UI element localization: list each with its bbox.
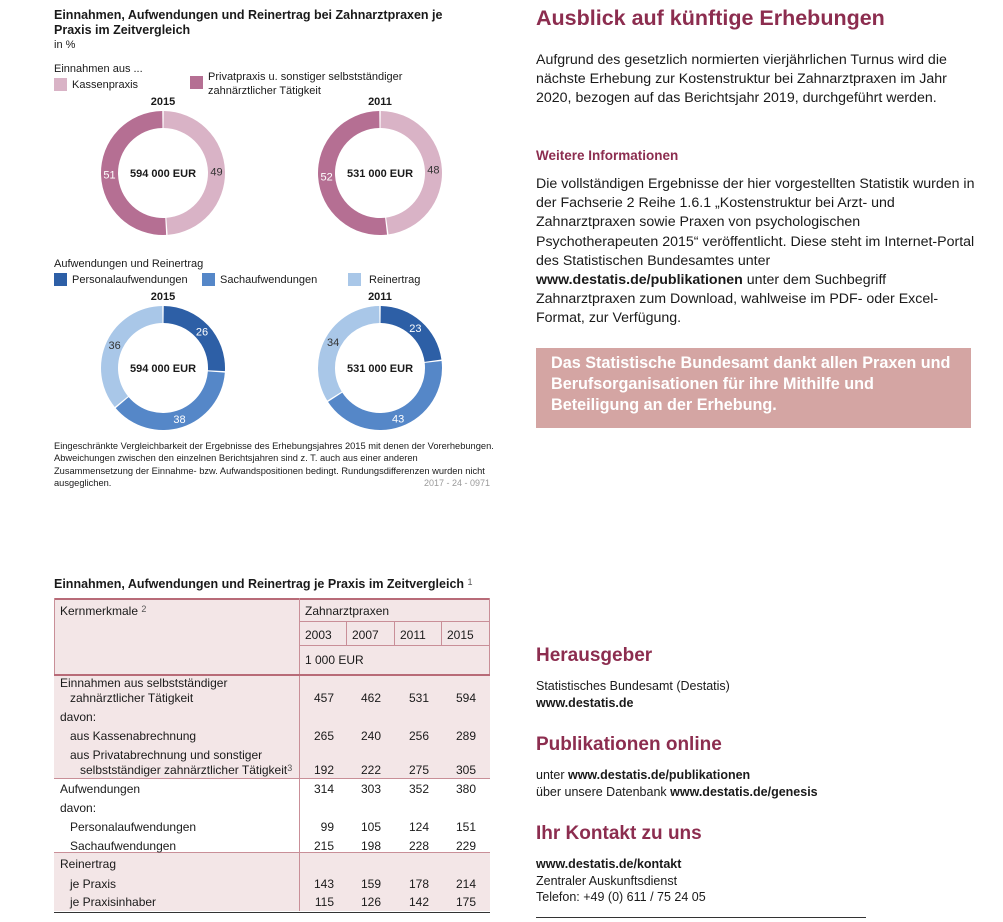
table-cell: 594 bbox=[455, 691, 476, 705]
legend-sach: Sachaufwendungen bbox=[202, 273, 317, 287]
outlook-heading: Ausblick auf künftige Erhebungen bbox=[536, 6, 885, 30]
chart-unit: in % bbox=[54, 39, 76, 51]
col-year: 2011 bbox=[400, 628, 426, 642]
legend-swatch bbox=[54, 273, 67, 286]
table-cell: 99 bbox=[320, 820, 334, 834]
table-cell: 531 bbox=[408, 691, 429, 705]
table-cell: 215 bbox=[313, 839, 334, 853]
legend-swatch bbox=[190, 76, 203, 89]
table-rule bbox=[54, 778, 490, 779]
thanks-box: Das Statistische Bundesamt dankt allen Praxen und Berufsorganisationen für ihre Mithilfe und Beteiligung an der Erhebung. bbox=[536, 348, 971, 428]
publisher-info: Statistisches Bundesamt (Destatis) www.destatis.de bbox=[536, 679, 730, 710]
table-cell: 192 bbox=[313, 763, 334, 777]
row-label: je Praxis bbox=[70, 877, 117, 891]
donut-slice-label: 26 bbox=[195, 326, 209, 339]
contact-heading: Ihr Kontakt zu uns bbox=[536, 823, 702, 844]
legend-privatpraxis: Privatpraxis u. sonstiger selbstständiger zahnärztlicher Tätigkeit bbox=[190, 70, 430, 98]
table-cell: 159 bbox=[360, 877, 381, 891]
more-info-heading: Weitere Informationen bbox=[536, 148, 679, 163]
chart-footnote: Eingeschränkte Vergleichbarkeit der Ergebnisse des Erhebungsjahres 2015 mit denen der Vorerhebungen. Abweichungen zwischen den einzelnen Berichtsjahren sind z. T. auch aus einer anderen Zusammensetzung der Einnahme- bzw. Aufwandspositionen bedingt. Rundungsdifferenzen wurden nicht ausgeglichen. bbox=[54, 441, 494, 488]
row-label: Einnahmen aus selbstständiger bbox=[60, 676, 228, 690]
col-year: 2015 bbox=[447, 628, 474, 642]
legend-swatch bbox=[348, 273, 361, 286]
row-label: zahnärztlicher Tätigkeit bbox=[70, 691, 194, 705]
table-cell: 198 bbox=[360, 839, 381, 853]
contact-link[interactable]: www.destatis.de/kontakt bbox=[536, 857, 682, 871]
table-cell: 229 bbox=[455, 839, 476, 853]
donut-income-2011 bbox=[315, 108, 445, 238]
table-cell: 124 bbox=[408, 820, 429, 834]
expense-legend-head: Aufwendungen und Reinertrag bbox=[54, 258, 204, 270]
donut-slice bbox=[116, 371, 225, 430]
genesis-link[interactable]: www.destatis.de/genesis bbox=[670, 784, 818, 799]
donut-center-label: 594 000 EUR bbox=[129, 168, 197, 180]
donut-center-label: 594 000 EUR bbox=[129, 363, 197, 375]
table-cell: 314 bbox=[313, 782, 334, 796]
contact-info: www.destatis.de/kontakt Zentraler Auskunftsdienst Telefon: +49 (0) 611 / 75 24 05 bbox=[536, 857, 706, 904]
donut-slice-label: 51 bbox=[103, 169, 116, 182]
table-title: Einnahmen, Aufwendungen und Reinertrag je Praxis im Zeitvergleich $^1$ bbox=[54, 577, 473, 591]
col-header-kernmerkmale: Kernmerkmale $^2$ bbox=[60, 604, 147, 618]
legend-kassenpraxis: Kassenpraxis bbox=[54, 78, 138, 92]
table-rule bbox=[299, 645, 490, 646]
table-cell: 222 bbox=[360, 763, 381, 777]
table-cell: 228 bbox=[408, 839, 429, 853]
donut-slice-label: 34 bbox=[326, 337, 340, 350]
table-rule bbox=[394, 621, 395, 645]
row-label: aus Kassenabrechnung bbox=[70, 729, 197, 743]
table-cell: 265 bbox=[313, 729, 334, 743]
row-label: je Praxisinhaber bbox=[70, 895, 157, 909]
donut-center-label: 531 000 EUR bbox=[346, 363, 414, 375]
publications-online-link[interactable]: www.destatis.de/publikationen bbox=[567, 768, 751, 782]
table-cell: 214 bbox=[455, 877, 476, 891]
table-cell: 143 bbox=[313, 877, 334, 891]
legend-rein: Reinertrag bbox=[348, 273, 420, 287]
legend-swatch bbox=[202, 273, 215, 286]
online-heading: Publikationen online bbox=[536, 734, 722, 755]
table-cell: 126 bbox=[360, 895, 381, 909]
online-info: unter www.destatis.de/publikationen über unsere Datenbank www.destatis.de/genesis bbox=[536, 768, 818, 799]
destatis-link[interactable]: www.destatis.de bbox=[536, 695, 634, 710]
table-cell: 175 bbox=[455, 895, 476, 909]
table-cell: 105 bbox=[360, 820, 381, 834]
page-rule bbox=[536, 917, 866, 918]
legend-swatch bbox=[54, 78, 67, 91]
table-rule bbox=[54, 598, 55, 674]
year-label: 2015 bbox=[150, 291, 176, 303]
donut-slice bbox=[318, 306, 379, 401]
row-label: Personalaufwendungen bbox=[70, 820, 197, 834]
outlook-text: Aufgrund des gesetzlich normierten vierjährlichen Turnus wird die nächste Erhebung zur Kostenstruktur bei Zahnarztpraxen im Jahr 2020, bezogen auf das Berichtsjahr 2019, durchgeführt werden. bbox=[536, 52, 947, 107]
donut-slice bbox=[164, 306, 225, 371]
donut-slice-label: 49 bbox=[210, 166, 223, 179]
publications-link[interactable]: www.destatis.de/publikationen bbox=[536, 272, 743, 289]
publisher-heading: Herausgeber bbox=[536, 645, 653, 666]
donut-slice-label: 52 bbox=[320, 171, 333, 184]
table-cell: 240 bbox=[360, 729, 381, 743]
unit-label: 1 000 EUR bbox=[305, 653, 364, 667]
col-year: 2003 bbox=[305, 628, 332, 642]
donut-slice-label: 38 bbox=[173, 413, 186, 426]
table-cell: 142 bbox=[408, 895, 429, 909]
table-cell: 303 bbox=[360, 782, 381, 796]
year-label: 2011 bbox=[368, 96, 392, 108]
more-info-text: Die vollständigen Ergebnisse der hier vorgestellten Statistik wurden in der Fachserie 2 Reihe 1.6.1 „Kostenstruktur bei Arzt- und Zahnarztpraxen sowie Praxen von psychologischen Psychotherapeuten 2015“ veröffentlicht. Diese steht im Internet-Portal des Statistischen Bundesamtes unter www.destatis.de/publikationen unter dem Suchbegriff Zahnarztpraxen zum Download, wahlweise im PDF- oder Excel-Format, zur Verfügung. bbox=[536, 176, 975, 327]
row-label: selbstständiger zahnärztlicher Tätigkeit$^3$ bbox=[80, 763, 293, 777]
col-group-zahnarztpraxen: Zahnarztpraxen bbox=[305, 604, 390, 618]
table-rule bbox=[441, 621, 442, 645]
table-cell: 256 bbox=[408, 729, 429, 743]
row-label: Sachaufwendungen bbox=[70, 839, 177, 853]
table-rule bbox=[346, 621, 347, 645]
donut-expense-2011 bbox=[315, 303, 445, 433]
table-cell: 305 bbox=[455, 763, 476, 777]
row-label: Aufwendungen bbox=[60, 782, 141, 796]
table-rule bbox=[489, 598, 490, 674]
donut-slice bbox=[101, 306, 162, 407]
row-label: davon: bbox=[60, 710, 97, 724]
row-label: davon: bbox=[60, 801, 97, 815]
table-cell: 275 bbox=[408, 763, 429, 777]
income-legend-head: Einnahmen aus ... bbox=[54, 63, 143, 75]
data-table bbox=[54, 598, 490, 911]
table-cell: 115 bbox=[314, 895, 334, 909]
donut-center-label: 531 000 EUR bbox=[346, 168, 414, 180]
table-bottom-rule bbox=[54, 912, 490, 913]
table-cell: 457 bbox=[313, 691, 334, 705]
row-label: Reinertrag bbox=[60, 857, 117, 871]
legend-personal: Personalaufwendungen bbox=[54, 273, 188, 287]
chart-code: 2017 - 24 - 0971 bbox=[423, 478, 490, 488]
chart-title: Einnahmen, Aufwendungen und Reinertrag bei Zahnarztpraxen je Praxis im Zeitvergleich bbox=[54, 8, 443, 37]
table-rule bbox=[54, 598, 490, 600]
table-cell: 151 bbox=[455, 820, 476, 834]
donut-income-2015 bbox=[98, 108, 228, 238]
year-label: 2011 bbox=[368, 291, 392, 303]
col-year: 2007 bbox=[352, 628, 379, 642]
donut-slice-label: 48 bbox=[427, 164, 440, 177]
year-label: 2015 bbox=[150, 96, 176, 108]
table-cell: 462 bbox=[360, 691, 381, 705]
table-cell: 352 bbox=[408, 782, 429, 796]
donut-slice-label: 36 bbox=[108, 340, 121, 353]
table-cell: 380 bbox=[455, 782, 476, 796]
table-cell: 178 bbox=[408, 877, 429, 891]
donut-expense-2015 bbox=[98, 303, 228, 433]
donut-slice-label: 43 bbox=[391, 413, 405, 426]
row-label: aus Privatabrechnung und sonstiger bbox=[70, 748, 263, 762]
table-cell: 289 bbox=[455, 729, 476, 743]
donut-slice-label: 23 bbox=[409, 322, 422, 335]
